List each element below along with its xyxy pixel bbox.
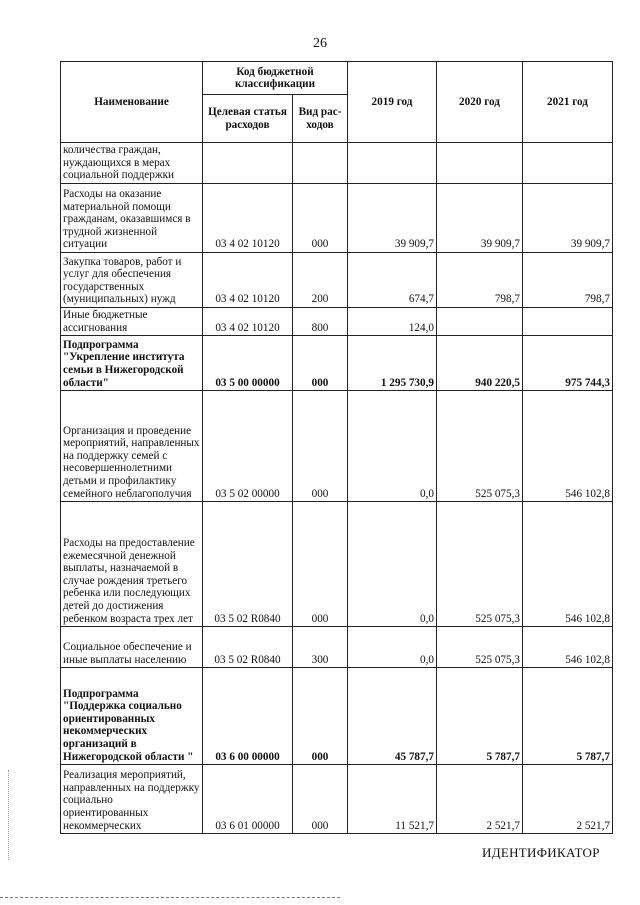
cell-2021: 975 744,3 bbox=[523, 336, 613, 391]
cell-expense-type: 000 bbox=[293, 502, 348, 627]
header-2021: 2021 год bbox=[523, 62, 613, 143]
cell-expense-type: 000 bbox=[293, 391, 348, 502]
table-row bbox=[61, 184, 613, 253]
cell-2020: 5 787,7 bbox=[437, 668, 523, 765]
budget-table bbox=[60, 61, 613, 834]
margin-mark bbox=[8, 770, 9, 860]
table-row bbox=[61, 308, 613, 336]
cell-target-article: 03 6 00 00000 bbox=[203, 668, 293, 765]
table-row bbox=[61, 765, 613, 834]
cell-name: Расходы на предоставление ежемесячной денежной выплаты, назначаемой в случае рождения третьего ребенка или последующих детей до достижения ребенком возраста трех лет bbox=[61, 502, 203, 627]
page-number: 26 bbox=[313, 36, 327, 51]
cell-expense-type: 200 bbox=[293, 253, 348, 308]
cell-name: Иные бюджетные ассигнования bbox=[61, 308, 203, 336]
cell-2019: 39 909,7 bbox=[348, 184, 437, 253]
cell-2020: 798,7 bbox=[437, 253, 523, 308]
table-row bbox=[61, 391, 613, 502]
cell-2021: 546 102,8 bbox=[523, 391, 613, 502]
table-body bbox=[61, 143, 613, 834]
cell-target-article: 03 4 02 10120 bbox=[203, 184, 293, 253]
table-row bbox=[61, 253, 613, 308]
bottom-rule bbox=[0, 897, 340, 898]
cell-name: Организация и проведение мероприятий, направленных на поддержку семей с несовершеннолетними детьми и профилактику семейного неблагополучия bbox=[61, 391, 203, 502]
table-row bbox=[61, 627, 613, 668]
cell-2021: 39 909,7 bbox=[523, 184, 613, 253]
cell-expense-type: 800 bbox=[293, 308, 348, 336]
header-target-article: Целевая статья расходов bbox=[203, 95, 293, 143]
cell-name: Подпрограмма "Поддержка социально ориентированных некоммерческих организаций в Нижегородской области " bbox=[61, 668, 203, 765]
cell-2019: 0,0 bbox=[348, 391, 437, 502]
cell-2019: 0,0 bbox=[348, 502, 437, 627]
header-name: Наименование bbox=[61, 62, 203, 143]
cell-2019: 45 787,7 bbox=[348, 668, 437, 765]
cell-2019: 0,0 bbox=[348, 627, 437, 668]
cell-2019: 11 521,7 bbox=[348, 765, 437, 834]
cell-2021: 798,7 bbox=[523, 253, 613, 308]
cell-name: Расходы на оказание материальной помощи гражданам, оказавшимся в трудной жизненной ситуации bbox=[61, 184, 203, 253]
cell-target-article bbox=[203, 143, 293, 184]
cell-2021 bbox=[523, 143, 613, 184]
cell-expense-type bbox=[293, 143, 348, 184]
table-row bbox=[61, 502, 613, 627]
cell-2019: 674,7 bbox=[348, 253, 437, 308]
cell-target-article: 03 6 01 00000 bbox=[203, 765, 293, 834]
cell-2020: 525 075,3 bbox=[437, 391, 523, 502]
identifier-label: ИДЕНТИФИКАТОР bbox=[482, 845, 600, 860]
table-row bbox=[61, 143, 613, 184]
cell-name: Социальное обеспечение и иные выплаты населению bbox=[61, 627, 203, 668]
cell-2019: 1 295 730,9 bbox=[348, 336, 437, 391]
cell-2020: 525 075,3 bbox=[437, 627, 523, 668]
cell-target-article: 03 5 02 00000 bbox=[203, 391, 293, 502]
cell-2020: 2 521,7 bbox=[437, 765, 523, 834]
cell-2020: 39 909,7 bbox=[437, 184, 523, 253]
cell-target-article: 03 5 02 R0840 bbox=[203, 627, 293, 668]
cell-2021: 546 102,8 bbox=[523, 502, 613, 627]
cell-name: количества граждан, нуждающихся в мерах социальной поддержки bbox=[61, 143, 203, 184]
header-code-group: Код бюджетной классификации bbox=[203, 62, 348, 95]
cell-name: Закупка товаров, работ и услуг для обеспечения государственных (муниципальных) нужд bbox=[61, 253, 203, 308]
header-2020: 2020 год bbox=[437, 62, 523, 143]
cell-target-article: 03 4 02 10120 bbox=[203, 308, 293, 336]
cell-expense-type: 300 bbox=[293, 627, 348, 668]
cell-expense-type: 000 bbox=[293, 336, 348, 391]
cell-2021: 2 521,7 bbox=[523, 765, 613, 834]
cell-target-article: 03 5 02 R0840 bbox=[203, 502, 293, 627]
cell-expense-type: 000 bbox=[293, 668, 348, 765]
cell-2019: 124,0 bbox=[348, 308, 437, 336]
table-row bbox=[61, 336, 613, 391]
cell-2020 bbox=[437, 308, 523, 336]
cell-2021 bbox=[523, 308, 613, 336]
cell-2020: 525 075,3 bbox=[437, 502, 523, 627]
header-expense-type: Вид рас- ходов bbox=[293, 95, 348, 143]
cell-target-article: 03 5 00 00000 bbox=[203, 336, 293, 391]
cell-target-article: 03 4 02 10120 bbox=[203, 253, 293, 308]
cell-2021: 546 102,8 bbox=[523, 627, 613, 668]
cell-expense-type: 000 bbox=[293, 184, 348, 253]
header-2019: 2019 год bbox=[348, 62, 437, 143]
cell-expense-type: 000 bbox=[293, 765, 348, 834]
cell-2020 bbox=[437, 143, 523, 184]
cell-name: Подпрограмма "Укрепление института семьи в Нижегородской области" bbox=[61, 336, 203, 391]
cell-2021: 5 787,7 bbox=[523, 668, 613, 765]
cell-name: Реализация мероприятий, направленных на поддержку социально ориентированных некоммерческих bbox=[61, 765, 203, 834]
cell-2019 bbox=[348, 143, 437, 184]
table-row bbox=[61, 668, 613, 765]
cell-2020: 940 220,5 bbox=[437, 336, 523, 391]
